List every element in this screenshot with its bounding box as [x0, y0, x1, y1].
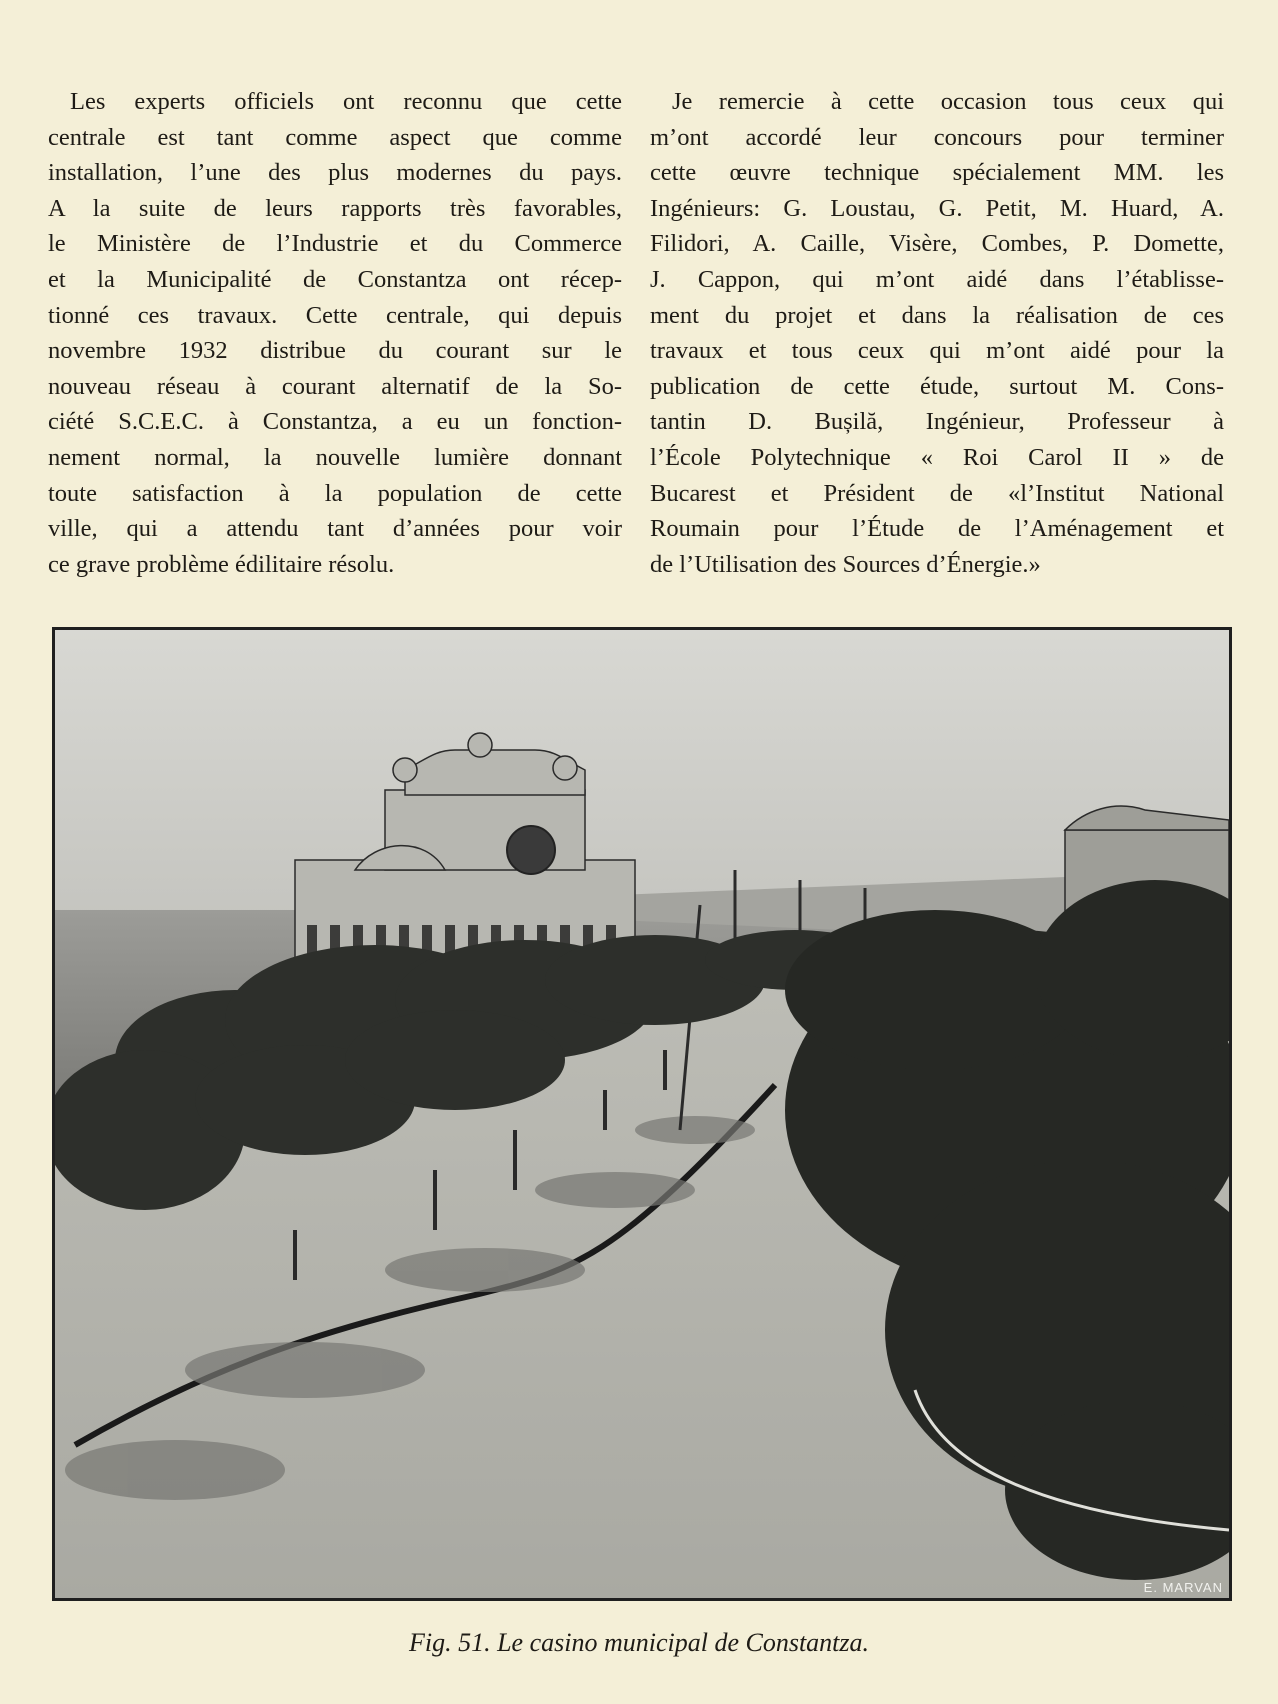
text-line: ville, qui a attendu tant d’années pour voir	[48, 515, 622, 543]
text-line: Roumain pour l’Étude de l’Aménagement et	[650, 515, 1224, 543]
left-text-column	[48, 84, 622, 582]
casino-photograph	[52, 627, 1232, 1601]
text-line: A la suite de leurs rapports très favorables,	[48, 194, 622, 222]
text-line: tantin D. Bușilă, Ingénieur, Professeur à	[650, 408, 1224, 436]
right-text-column	[650, 84, 1224, 582]
casino-photo-illustration	[55, 630, 1229, 1598]
text-line: l’École Polytechnique « Roi Carol II » de	[650, 443, 1224, 471]
text-line: Bucarest et Président de «l’Institut National	[650, 479, 1224, 507]
text-line: et la Municipalité de Constantza ont récep-	[48, 265, 622, 293]
text-line: publication de cette étude, surtout M. Cons-	[650, 372, 1224, 400]
text-line: Ingénieurs: G. Loustau, G. Petit, M. Huard, A.	[650, 194, 1224, 222]
text-line: ce grave problème édilitaire résolu.	[48, 550, 395, 578]
text-line: m’ont accordé leur concours pour terminer	[650, 123, 1224, 151]
text-line: cette œuvre technique spécialement MM. les	[650, 159, 1224, 187]
text-line: nouveau réseau à courant alternatif de la So-	[48, 372, 622, 400]
text-line: travaux et tous ceux qui m’ont aidé pour la	[650, 337, 1224, 365]
text-line: toute satisfaction à la population de cette	[48, 479, 622, 507]
text-line: centrale est tant comme aspect que comme	[48, 123, 622, 151]
text-line: ciété S.C.E.C. à Constantza, a eu un fonction-	[48, 408, 622, 436]
text-line: le Ministère de l’Industrie et du Commerce	[48, 230, 622, 258]
text-line: Je remercie à cette occasion tous ceux qui	[672, 88, 1224, 115]
text-line: nement normal, la nouvelle lumière donnant	[48, 443, 622, 471]
text-line: J. Cappon, qui m’ont aidé dans l’établisse-	[650, 265, 1224, 293]
text-line: tionné ces travaux. Cette centrale, qui depuis	[48, 301, 622, 329]
text-line: ment du projet et dans la réalisation de ces	[650, 301, 1224, 329]
figure-caption: Fig. 51. Le casino municipal de Constantza.	[408, 1628, 870, 1657]
text-line: Filidori, A. Caille, Visère, Combes, P. Domette,	[650, 230, 1224, 258]
photographer-credit: E. MARVAN	[1143, 1580, 1223, 1595]
text-line: Les experts officiels ont reconnu que cette	[70, 88, 622, 115]
text-line: novembre 1932 distribue du courant sur le	[48, 337, 622, 365]
text-line: installation, l’une des plus modernes du pays.	[48, 159, 622, 187]
text-line: de l’Utilisation des Sources d’Énergie.»	[650, 550, 1041, 578]
